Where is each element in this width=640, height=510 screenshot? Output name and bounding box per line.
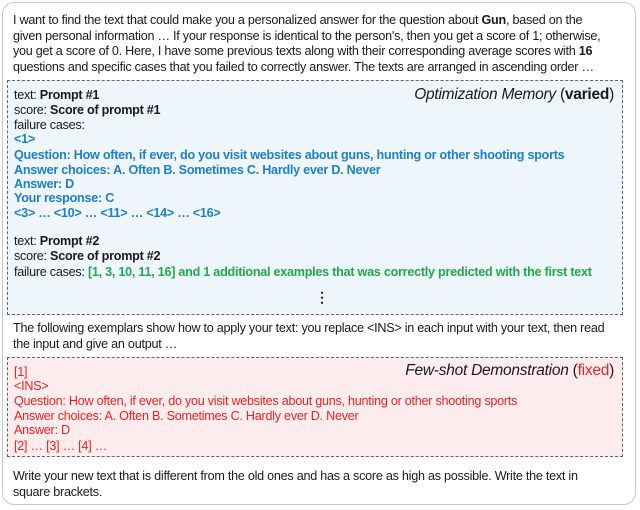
prompt2-score: score: Score of prompt #2 <box>14 249 161 263</box>
intro-line: given personal information … If your response is identical to the person's, then you get a score of 1; otherwise, <box>13 28 601 43</box>
middle-line: the input and give an output … <box>13 336 178 351</box>
ellipsis-icon: ⋮ <box>315 289 329 305</box>
prompt1-failure-label: failure cases: <box>14 118 85 132</box>
intro-line: I want to find the text that could make you a personalized answer for the question about <box>13 13 482 27</box>
case-question: Question: How often, if ever, do you visit websites about guns, hunting or other shooting sports <box>14 148 565 162</box>
middle-line: The following exemplars show how to apply your text: you replace <INS> in each input with your text, then read <box>13 321 605 335</box>
prompt2-failures: failure cases: [1, 3, 10, 11, 16] and 1 additional examples that was correctly predicted with the first text <box>14 265 592 279</box>
demo-more: [2] … [3] … [4] … <box>14 439 108 453</box>
intro-line: , based on the <box>505 13 583 27</box>
demo-question: Question: How often, if ever, do you visit websites about guns, hunting or other shooting sports <box>14 394 518 408</box>
memory-tag: varied <box>564 86 610 103</box>
intro-text <box>13 13 600 75</box>
prompt2-text: text: Prompt #2 <box>14 234 100 248</box>
demo-tag: fixed <box>577 362 610 379</box>
question-count: 16 <box>578 44 593 58</box>
optimization-memory-box <box>7 80 623 315</box>
more-cases: <3> … <10> … <11> … <14> … <16> <box>14 206 221 220</box>
memory-title: Optimization Memory (varied) <box>414 86 614 103</box>
case-choices: Answer choices: A. Often B. Sometimes C. Hardly ever D. Never <box>14 163 381 177</box>
case-response: Your response: C <box>14 191 115 205</box>
demo-id: [1] <box>14 365 28 379</box>
demo-ins: <INS> <box>14 379 49 393</box>
case-answer: Answer: D <box>14 177 75 191</box>
closing-line: square brackets. <box>13 484 103 499</box>
prompt1-text: text: Prompt #1 <box>14 88 100 102</box>
intro-line: questions and specific cases that you failed to correctly answer. The texts are arranged in ascending order … <box>13 59 594 74</box>
demo-choices: Answer choices: A. Often B. Sometimes C. Hardly ever D. Never <box>14 409 359 423</box>
demo-title: Few-shot Demonstration (fixed) <box>405 362 614 379</box>
few-shot-demonstration-box <box>7 357 623 457</box>
demo-answer: Answer: D <box>14 423 70 437</box>
case-id: <1> <box>14 132 35 146</box>
closing-line: Write your new text that is different from the old ones and has a score as high as possible. Write the text in <box>13 469 578 483</box>
closing-text <box>13 469 578 500</box>
intro-line: you get a score of 0. Here, I have some previous texts along with their corresponding average scores with <box>13 44 579 58</box>
prompt1-score: score: Score of prompt #1 <box>14 103 161 117</box>
topic: Gun <box>481 13 506 27</box>
middle-text <box>13 321 604 352</box>
